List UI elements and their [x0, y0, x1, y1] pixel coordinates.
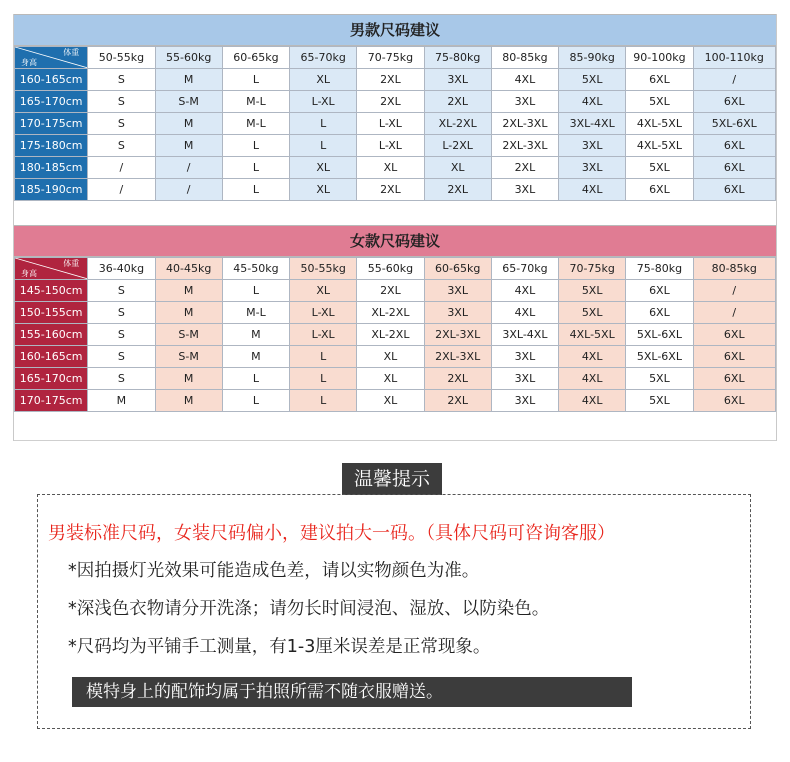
size-cell: 2XL: [491, 157, 558, 179]
size-cell: M: [155, 135, 222, 157]
table-row: [15, 157, 776, 179]
corner-weight-label: 体重: [63, 48, 80, 57]
table-row: [15, 346, 776, 368]
size-cell: 4XL: [491, 302, 558, 324]
size-cell: 4XL-5XL: [559, 324, 626, 346]
size-cell: M: [88, 390, 155, 412]
weight-header-cell: 55-60kg: [155, 47, 222, 69]
weight-header-cell: 80-85kg: [693, 258, 775, 280]
tips-footer: 模特身上的配饰均属于拍照所需不随衣服赠送。: [72, 677, 632, 707]
table-row: [15, 390, 776, 412]
table-row: [15, 302, 776, 324]
size-cell: XL: [290, 157, 357, 179]
size-cell: XL: [357, 390, 424, 412]
size-cell: M: [155, 280, 222, 302]
size-cell: 4XL-5XL: [626, 113, 693, 135]
size-cell: 3XL: [559, 135, 626, 157]
size-cell: XL: [290, 179, 357, 201]
height-cell: 150-155cm: [15, 302, 88, 324]
size-cell: S-M: [155, 324, 222, 346]
size-cell: S-M: [155, 346, 222, 368]
weight-header-cell: 75-80kg: [424, 47, 491, 69]
size-cell: M: [155, 368, 222, 390]
height-cell: 165-170cm: [15, 368, 88, 390]
size-cell: L: [222, 157, 289, 179]
size-cell: 5XL: [559, 302, 626, 324]
size-cell: L-XL: [357, 135, 424, 157]
size-cell: 2XL: [424, 390, 491, 412]
size-cell: S: [88, 69, 155, 91]
women-spacer: [14, 412, 776, 441]
size-cell: /: [155, 179, 222, 201]
size-cell: L-XL: [290, 324, 357, 346]
tips-line: *深浅色衣物请分开洗涤；请勿长时间浸泡、湿放、以防染色。: [68, 599, 550, 619]
size-cell: L: [222, 179, 289, 201]
men-size-table: [14, 46, 776, 201]
weight-header-cell: 65-70kg: [491, 258, 558, 280]
size-cell: L: [222, 280, 289, 302]
size-cell: L: [222, 135, 289, 157]
size-cell: 3XL-4XL: [491, 324, 558, 346]
size-cell: 6XL: [693, 324, 775, 346]
table-row: [15, 69, 776, 91]
size-cell: 6XL: [693, 179, 775, 201]
size-cell: M-L: [222, 302, 289, 324]
size-cell: 4XL: [559, 346, 626, 368]
size-cell: 6XL: [626, 179, 693, 201]
size-cell: 2XL: [357, 280, 424, 302]
size-cell: /: [693, 302, 775, 324]
size-cell: 3XL: [491, 368, 558, 390]
size-cell: 5XL: [559, 69, 626, 91]
size-cell: 2XL-3XL: [424, 324, 491, 346]
size-cell: 5XL: [626, 390, 693, 412]
size-cell: 4XL: [491, 69, 558, 91]
corner-weight-label: 体重: [63, 259, 80, 268]
size-cell: L: [290, 346, 357, 368]
size-cell: L: [222, 390, 289, 412]
size-cell: XL: [357, 346, 424, 368]
weight-header-cell: 60-65kg: [424, 258, 491, 280]
size-cell: L: [290, 390, 357, 412]
size-cell: 2XL-3XL: [424, 346, 491, 368]
height-cell: 180-185cm: [15, 157, 88, 179]
weight-header-cell: 85-90kg: [559, 47, 626, 69]
size-cell: 2XL: [357, 69, 424, 91]
tips-line: *尺码均为平铺手工测量，有1-3厘米误差是正常现象。: [68, 637, 491, 657]
size-cell: S: [88, 302, 155, 324]
size-cell: 3XL: [491, 346, 558, 368]
men-corner-cell: [15, 47, 88, 69]
size-cell: 4XL: [559, 390, 626, 412]
size-cell: 4XL-5XL: [626, 135, 693, 157]
weight-header-cell: 40-45kg: [155, 258, 222, 280]
size-cell: L-XL: [290, 302, 357, 324]
size-cell: L-XL: [357, 113, 424, 135]
size-cell: 5XL: [626, 157, 693, 179]
size-cell: 4XL: [491, 280, 558, 302]
size-cell: M: [222, 324, 289, 346]
table-row: [15, 135, 776, 157]
size-cell: S: [88, 324, 155, 346]
height-cell: 170-175cm: [15, 113, 88, 135]
size-cell: S: [88, 113, 155, 135]
size-cell: 6XL: [626, 280, 693, 302]
size-cell: 3XL: [559, 157, 626, 179]
size-cell: M: [155, 69, 222, 91]
tips-label: 温馨提示: [342, 463, 442, 495]
size-cell: XL: [424, 157, 491, 179]
size-cell: M: [155, 113, 222, 135]
women-size-title: 女款尺码建议: [14, 225, 776, 257]
height-cell: 160-165cm: [15, 69, 88, 91]
height-cell: 160-165cm: [15, 346, 88, 368]
size-cell: 3XL: [424, 302, 491, 324]
size-cell: M: [222, 346, 289, 368]
size-cell: 5XL-6XL: [626, 324, 693, 346]
size-cell: 3XL: [424, 280, 491, 302]
table-row: [15, 113, 776, 135]
size-cell: XL: [357, 368, 424, 390]
size-cell: 6XL: [693, 346, 775, 368]
women-header-row: [15, 258, 776, 280]
size-cell: 6XL: [626, 69, 693, 91]
size-cell: XL-2XL: [424, 113, 491, 135]
size-cell: M: [155, 390, 222, 412]
weight-header-cell: 55-60kg: [357, 258, 424, 280]
size-cell: L: [290, 135, 357, 157]
size-cell: S: [88, 135, 155, 157]
corner-height-label: 身高: [21, 58, 37, 67]
women-corner-cell: [15, 258, 88, 280]
size-cell: S: [88, 91, 155, 113]
size-cell: 5XL: [626, 368, 693, 390]
weight-header-cell: 100-110kg: [693, 47, 775, 69]
size-cell: /: [155, 157, 222, 179]
size-cell: 3XL-4XL: [559, 113, 626, 135]
size-cell: S: [88, 368, 155, 390]
height-cell: 175-180cm: [15, 135, 88, 157]
height-cell: 185-190cm: [15, 179, 88, 201]
size-cell: S: [88, 346, 155, 368]
size-cell: 6XL: [693, 368, 775, 390]
size-cell: 5XL-6XL: [693, 113, 775, 135]
size-cell: 2XL: [424, 368, 491, 390]
weight-header-cell: 60-65kg: [222, 47, 289, 69]
weight-header-cell: 50-55kg: [290, 258, 357, 280]
table-row: [15, 91, 776, 113]
size-cell: XL: [290, 69, 357, 91]
size-cell: 3XL: [491, 390, 558, 412]
size-cell: 2XL-3XL: [491, 135, 558, 157]
tips-highlight: 男装标准尺码，女装尺码偏小，建议拍大一码。（具体尺码可咨询客服）: [48, 523, 615, 544]
size-cell: XL-2XL: [357, 324, 424, 346]
size-cell: 2XL: [357, 91, 424, 113]
size-cell: 5XL: [559, 280, 626, 302]
size-cell: 5XL: [626, 91, 693, 113]
size-cell: /: [693, 280, 775, 302]
size-cell: 6XL: [693, 91, 775, 113]
size-cell: 3XL: [491, 91, 558, 113]
height-cell: 145-150cm: [15, 280, 88, 302]
weight-header-cell: 90-100kg: [626, 47, 693, 69]
size-cell: S-M: [155, 91, 222, 113]
size-cell: 3XL: [491, 179, 558, 201]
men-size-section: [13, 14, 777, 230]
men-header-row: [15, 47, 776, 69]
weight-header-cell: 75-80kg: [626, 258, 693, 280]
weight-header-cell: 36-40kg: [88, 258, 155, 280]
table-row: [15, 324, 776, 346]
size-cell: S: [88, 280, 155, 302]
size-cell: 2XL: [424, 179, 491, 201]
size-cell: L: [290, 368, 357, 390]
size-cell: 6XL: [693, 390, 775, 412]
size-cell: 4XL: [559, 91, 626, 113]
tips-box: [37, 494, 751, 729]
size-cell: M-L: [222, 113, 289, 135]
size-cell: M-L: [222, 91, 289, 113]
height-cell: 165-170cm: [15, 91, 88, 113]
size-cell: 6XL: [693, 135, 775, 157]
size-cell: 6XL: [693, 157, 775, 179]
women-size-section: [13, 225, 777, 441]
weight-header-cell: 65-70kg: [290, 47, 357, 69]
size-cell: M: [155, 302, 222, 324]
weight-header-cell: 70-75kg: [357, 47, 424, 69]
size-cell: 2XL: [424, 91, 491, 113]
size-cell: L: [222, 69, 289, 91]
size-cell: 4XL: [559, 179, 626, 201]
size-cell: XL: [290, 280, 357, 302]
women-size-table: [14, 257, 776, 412]
weight-header-cell: 70-75kg: [559, 258, 626, 280]
height-cell: 155-160cm: [15, 324, 88, 346]
size-cell: XL-2XL: [357, 302, 424, 324]
size-cell: 4XL: [559, 368, 626, 390]
size-cell: /: [693, 69, 775, 91]
size-cell: 6XL: [626, 302, 693, 324]
size-cell: 3XL: [424, 69, 491, 91]
size-cell: L-XL: [290, 91, 357, 113]
table-row: [15, 179, 776, 201]
weight-header-cell: 45-50kg: [222, 258, 289, 280]
size-cell: /: [88, 179, 155, 201]
size-cell: L: [290, 113, 357, 135]
table-row: [15, 368, 776, 390]
size-cell: XL: [357, 157, 424, 179]
size-cell: 2XL: [357, 179, 424, 201]
weight-header-cell: 80-85kg: [491, 47, 558, 69]
size-cell: /: [88, 157, 155, 179]
tips-line: *因拍摄灯光效果可能造成色差，请以实物颜色为准。: [68, 561, 480, 581]
men-size-title: 男款尺码建议: [14, 14, 776, 46]
size-cell: 5XL-6XL: [626, 346, 693, 368]
size-cell: 2XL-3XL: [491, 113, 558, 135]
weight-header-cell: 50-55kg: [88, 47, 155, 69]
height-cell: 170-175cm: [15, 390, 88, 412]
table-row: [15, 280, 776, 302]
corner-height-label: 身高: [21, 269, 37, 278]
size-cell: L: [222, 368, 289, 390]
size-cell: L-2XL: [424, 135, 491, 157]
